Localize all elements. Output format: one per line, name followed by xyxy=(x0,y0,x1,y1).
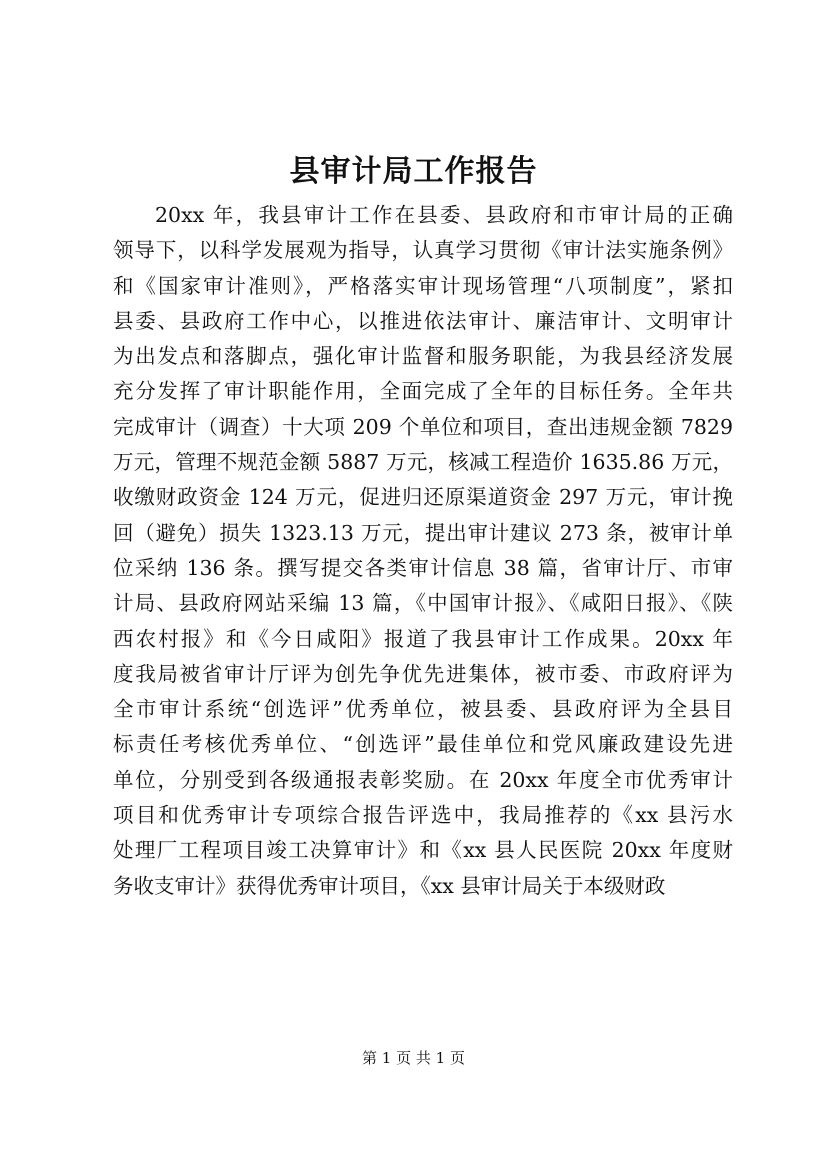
text-line: 计局、县政府网站采编 13 篇，《中国审计报》、《咸阳日报》、《陕 xyxy=(113,591,733,616)
page-footer: 第 1 页 共 1 页 xyxy=(362,1049,465,1067)
text-line: 万元，管理不规范金额 5887 万元，核减工程造价 1635.86 万元， xyxy=(113,450,733,475)
text-line: 项目和优秀审计专项综合报告评选中，我局推荐的《xx 县污水 xyxy=(113,803,733,828)
text-line: 领导下，以科学发展观为指导，认真学习贯彻《审计法实施条例》 xyxy=(113,238,733,263)
text-line: 处理厂工程项目竣工决算审计》和《xx 县人民医院 20xx 年度财 xyxy=(113,838,733,863)
text-line: 全市审计系统“创选评”优秀单位，被县委、县政府评为全县目 xyxy=(113,697,733,722)
text-line: 完成审计（调查）十大项 209 个单位和项目，查出违规金额 7829 xyxy=(113,414,733,439)
text-line: 单位，分别受到各级通报表彰奖励。在 20xx 年度全市优秀审计 xyxy=(113,767,733,792)
text-line: 务收支审计》获得优秀审计项目，《xx 县审计局关于本级财政 xyxy=(113,873,666,898)
text-line: 和《国家审计准则》，严格落实审计现场管理“八项制度”，紧扣 xyxy=(113,273,733,298)
text-line: 20xx 年，我县审计工作在县委、县政府和市审计局的正确 xyxy=(155,203,733,227)
text-line: 为出发点和落脚点，强化审计监督和服务职能，为我县经济发展 xyxy=(113,344,733,369)
document-body xyxy=(113,198,733,904)
text-line: 县委、县政府工作中心，以推进依法审计、廉洁审计、文明审计 xyxy=(113,308,733,333)
text-line: 度我局被省审计厅评为创先争优先进集体，被市委、市政府评为 xyxy=(113,661,733,686)
text-line: 充分发挥了审计职能作用，全面完成了全年的目标任务。全年共 xyxy=(113,379,733,404)
text-line: 回（避免）损失 1323.13 万元，提出审计建议 273 条，被审计单 xyxy=(113,520,733,545)
text-line: 收缴财政资金 124 万元，促进归还原渠道资金 297 万元，审计挽 xyxy=(113,485,733,510)
text-line: 位采纳 136 条。撰写提交各类审计信息 38 篇，省审计厅、市审 xyxy=(113,555,733,580)
text-line: 标责任考核优秀单位、“创选评”最佳单位和党风廉政建设先进 xyxy=(113,732,733,757)
text-line: 西农村报》和《今日咸阳》报道了我县审计工作成果。20xx 年 xyxy=(113,626,733,651)
document-title: 县审计局工作报告 xyxy=(289,154,538,189)
